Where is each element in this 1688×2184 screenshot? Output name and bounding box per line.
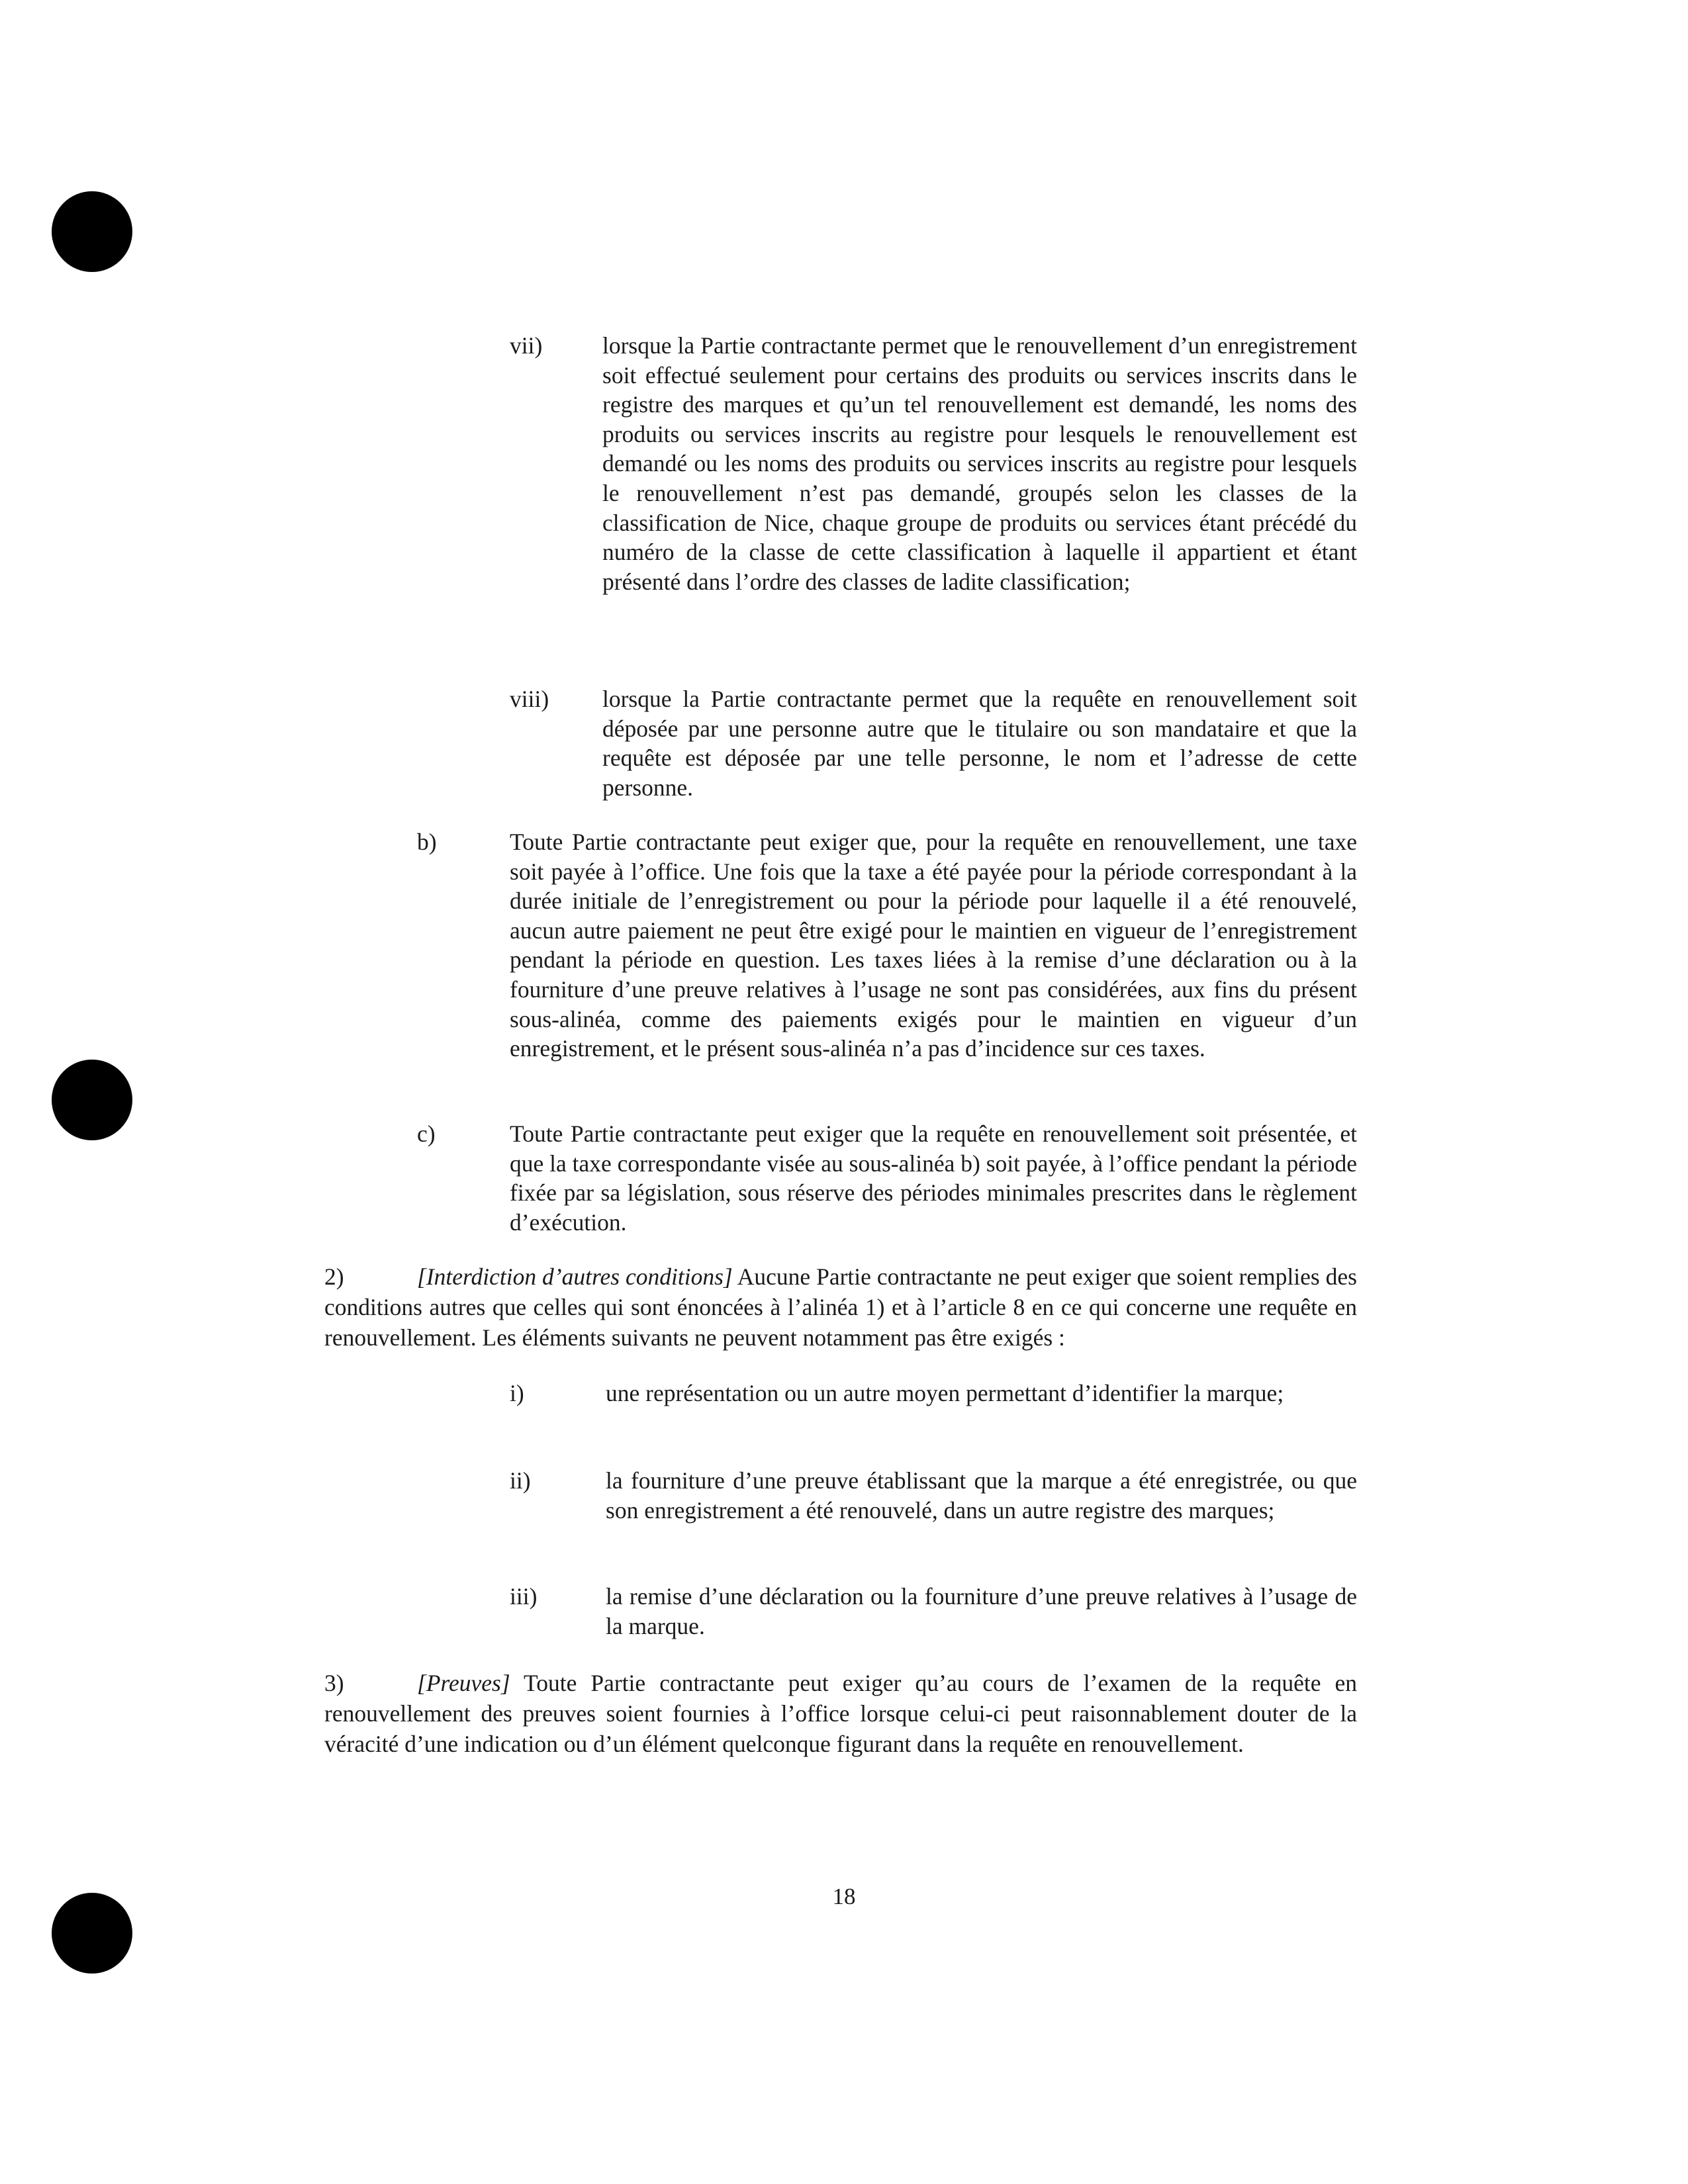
paragraph-number: 3) (324, 1670, 344, 1696)
paragraph-2 (324, 1261, 1357, 1353)
item-label: ii) (510, 1467, 531, 1494)
punch-hole-bottom (52, 1893, 132, 1974)
paragraph-text: Aucune Partie contractante ne peut exiger que soient remplies des conditions autres que celles qui sont énoncées à l’alinéa 1) et à l’article 8 en ce qui concerne une requête en renouvellement. Les éléments suivants ne peuvent notamment pas être exigés : (324, 1263, 1357, 1351)
item-text: une représentation ou un autre moyen permettant d’identifier la marque; (606, 1380, 1284, 1406)
punch-hole-top (52, 191, 132, 272)
item-text: Toute Partie contractante peut exiger que la requête en renouvellement soit présentée, et que la taxe correspondante visée au sous-alinéa b) soit payée, à l’office pendant la période fixée par sa législation, sous réserve des périodes minimales prescrites dans le règlement d’exécution. (510, 1120, 1357, 1236)
item-label: iii) (510, 1583, 538, 1610)
item-text: lorsque la Partie contractante permet que la requête en renouvellement soit déposée par une personne autre que le titulaire ou son mandataire et que la requête est déposée par une telle personne, le nom et l’adresse de cette personne. (602, 686, 1357, 801)
punch-hole-middle (52, 1060, 132, 1140)
item-label: vii) (510, 332, 543, 359)
item-label: i) (510, 1380, 524, 1406)
item-text: la fourniture d’une preuve établissant que la marque a été enregistrée, ou que son enregistrement a été renouvelé, dans un autre registre des marques; (606, 1467, 1357, 1524)
paragraph-heading: [Preuves] (417, 1670, 510, 1696)
item-label: b) (417, 829, 437, 855)
item-label: c) (417, 1120, 436, 1147)
paragraph-heading: [Interdiction d’autres conditions] (417, 1263, 733, 1290)
paragraph-text: Toute Partie contractante peut exiger qu’au cours de l’examen de la requête en renouvellement des preuves soient fournies à l’office lorsque celui-ci peut raisonnablement douter de la véracité d’une indication ou d’un élément quelconque figurant dans la requête en renouvellement. (324, 1670, 1357, 1757)
paragraph-number: 2) (324, 1263, 344, 1290)
page-number: 18 (832, 1884, 856, 1909)
item-label: viii) (510, 686, 549, 712)
paragraph-3 (324, 1668, 1357, 1759)
item-text: la remise d’une déclaration ou la fourniture d’une preuve relatives à l’usage de la marque. (606, 1583, 1357, 1639)
item-text: lorsque la Partie contractante permet que le renouvellement d’un enregistrement soit effectué seulement pour certains des produits ou services inscrits dans le registre des marques et qu’un tel renouvellement est demandé, les noms des produits ou services inscrits au registre pour lesquels le renouvellement est demandé ou les noms des produits ou services inscrits au registre pour lesquels le renouvellement n’est pas demandé, groupés selon les classes de la classification de Nice, chaque groupe de produits ou services étant précédé du numéro de la classe de cette classification à laquelle il appartient et étant présenté dans l’ordre des classes de ladite classification; (602, 332, 1357, 595)
item-text: Toute Partie contractante peut exiger que, pour la requête en renouvellement, une taxe soit payée à l’office. Une fois que la taxe a été payée pour la période correspondant à la durée initiale de l’enregistrement ou pour la période pour laquelle il a été renouvelé, aucun autre paiement ne peut être exigé pour le maintien en vigueur de l’enregistrement pendant la période en question. Les taxes liées à la remise d’une déclaration ou à la fourniture d’une preuve relatives à l’usage ne sont pas considérées, aux fins du présent sous-alinéa, comme des paiements exigés pour le maintien en vigueur d’un enregistrement, et le présent sous-alinéa n’a pas d’incidence sur ces taxes. (510, 829, 1357, 1062)
